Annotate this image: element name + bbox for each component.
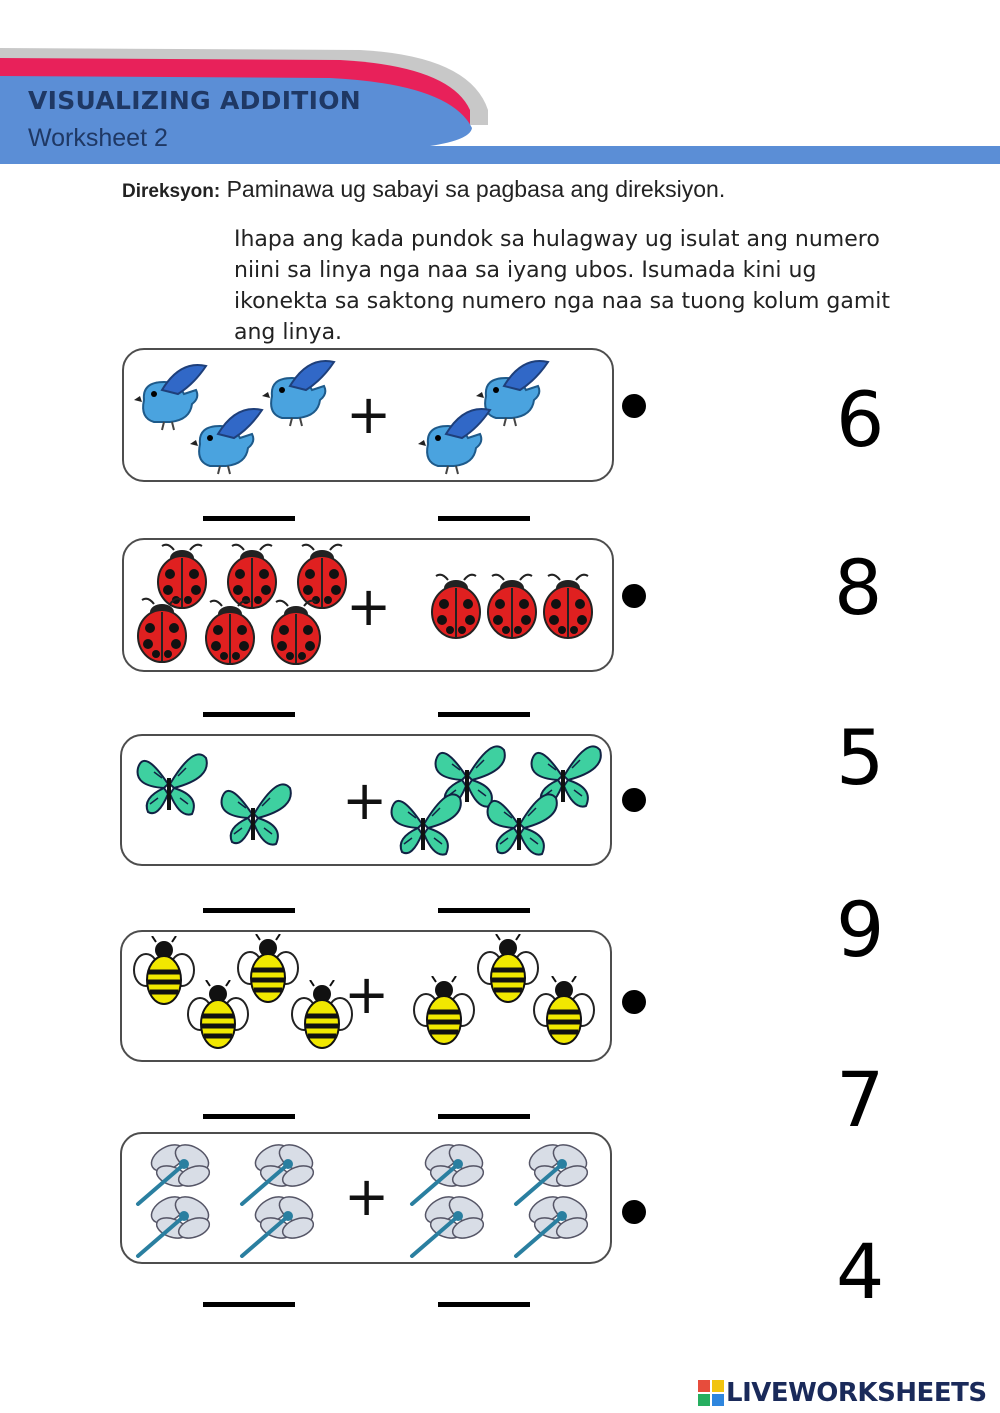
answer-blank-4-left[interactable] bbox=[203, 1114, 295, 1119]
plus-sign: + bbox=[344, 963, 390, 1026]
answer-blank-2-right[interactable] bbox=[438, 712, 530, 717]
dragonfly-icon bbox=[134, 1192, 220, 1258]
connect-dot-1[interactable] bbox=[622, 394, 646, 418]
answer-number[interactable]: 9 bbox=[836, 885, 885, 974]
directions-label: Direksyon: bbox=[122, 181, 221, 202]
dragonfly-icon bbox=[408, 1192, 494, 1258]
butterfly-icon bbox=[388, 788, 466, 860]
instructions-text: Ihapa ang kada pundok sa hulagway ug isulat ang numero niini sa linya nga naa sa iyang ubos. Isumada kini ug ikonekta sa saktong numero nga naa sa tuong kolum gamit ang linya. bbox=[234, 227, 890, 345]
liveworksheets-logo-icon bbox=[698, 1380, 724, 1406]
ladybug-icon bbox=[428, 572, 484, 640]
liveworksheets-logo bbox=[698, 1375, 987, 1411]
plus-sign: + bbox=[346, 575, 392, 638]
worksheet-title: VISUALIZING ADDITION bbox=[28, 86, 362, 115]
butterfly-icon bbox=[484, 788, 562, 860]
worksheet-subtitle: Worksheet 2 bbox=[28, 124, 168, 152]
dragonfly-icon bbox=[512, 1192, 598, 1258]
answer-number[interactable]: 5 bbox=[836, 713, 885, 802]
answer-blank-2-left[interactable] bbox=[203, 712, 295, 717]
bird-icon bbox=[190, 404, 266, 476]
connect-dot-5[interactable] bbox=[622, 1200, 646, 1224]
plus-sign: + bbox=[342, 769, 388, 832]
bird-icon bbox=[418, 404, 494, 476]
connect-dot-4[interactable] bbox=[622, 990, 646, 1014]
bee-icon bbox=[412, 976, 478, 1046]
directions-text: Paminawa ug sabayi sa pagbasa ang direksiyon. bbox=[226, 176, 726, 202]
directions-line bbox=[122, 176, 725, 203]
ladybug-icon bbox=[202, 598, 258, 666]
ladybug-icon bbox=[540, 572, 596, 640]
answer-number[interactable]: 4 bbox=[836, 1227, 885, 1316]
butterfly-icon bbox=[134, 748, 212, 820]
answer-blank-4-right[interactable] bbox=[438, 1114, 530, 1119]
bird-icon bbox=[262, 356, 338, 428]
liveworksheets-brand: LIVEWORKSHEETS bbox=[726, 1378, 987, 1408]
answer-blank-1-left[interactable] bbox=[203, 516, 295, 521]
bee-icon bbox=[532, 976, 598, 1046]
ladybug-icon bbox=[484, 572, 540, 640]
connect-dot-2[interactable] bbox=[622, 584, 646, 608]
answer-number[interactable]: 7 bbox=[836, 1055, 885, 1144]
answer-blank-5-left[interactable] bbox=[203, 1302, 295, 1307]
answer-blank-5-right[interactable] bbox=[438, 1302, 530, 1307]
answer-blank-1-right[interactable] bbox=[438, 516, 530, 521]
answer-blank-3-right[interactable] bbox=[438, 908, 530, 913]
connect-dot-3[interactable] bbox=[622, 788, 646, 812]
answer-number[interactable]: 6 bbox=[836, 375, 885, 464]
plus-sign: + bbox=[344, 1165, 390, 1228]
butterfly-icon bbox=[218, 778, 296, 850]
plus-sign: + bbox=[346, 383, 392, 446]
ladybug-icon bbox=[268, 598, 324, 666]
ladybug-icon bbox=[134, 596, 190, 664]
answer-number[interactable]: 8 bbox=[834, 543, 883, 632]
answer-blank-3-left[interactable] bbox=[203, 908, 295, 913]
bee-icon bbox=[186, 980, 252, 1050]
dragonfly-icon bbox=[238, 1192, 324, 1258]
